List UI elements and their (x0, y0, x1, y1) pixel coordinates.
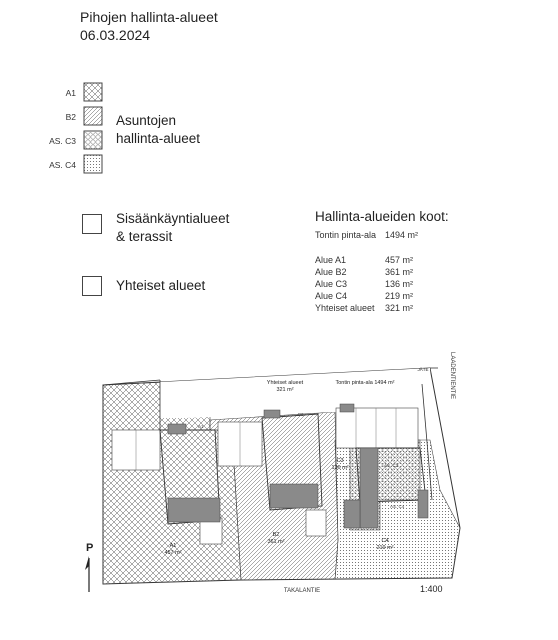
plan-plot-label: Tontin pinta-ala 1494 m² (335, 380, 395, 386)
plan-small-label: AS. C4 (390, 504, 405, 509)
size-row-value: 136 m² (385, 279, 414, 289)
street-east: LAADENTIENTIE (449, 352, 455, 400)
plot-area-value: 1494 m² (385, 230, 419, 240)
plot-area-label: Tontin pinta-ala (315, 230, 377, 240)
plan-area-a1-code: A1 (169, 543, 177, 549)
legend-group-line1: Asuntojen (116, 113, 177, 128)
north-label: P (86, 542, 94, 554)
plan-area-b2-value: 361 m² (267, 539, 285, 545)
size-row-name: Yhteiset alueet (315, 303, 375, 313)
page-title: Pihojen hallinta-alueet (80, 9, 218, 25)
sizes-title: Hallinta-alueiden koot: (315, 209, 449, 224)
legend-label-a1: A1 (65, 88, 76, 98)
size-row-name: Alue C4 (315, 291, 348, 301)
plan-small-label: B2 (298, 412, 304, 417)
street-south: TAKALANTIE (283, 588, 321, 594)
legend-label-c4: AS. C4 (49, 160, 76, 170)
legend-label-c3: AS. C3 (49, 136, 76, 146)
size-row-value: 457 m² (385, 255, 414, 265)
scale-label: 1:400 (420, 584, 443, 594)
plan-area-a1-value: 457 m² (164, 550, 182, 556)
plan-small-label: AS. C3 (384, 463, 399, 468)
plan-area-c4-value: 219 m² (376, 545, 394, 551)
size-row-value: 361 m² (385, 267, 414, 277)
north-arrow-icon (85, 556, 89, 592)
size-row-name: Alue A1 (315, 255, 347, 265)
entrance-line1: Sisäänkäyntialueet (116, 211, 230, 226)
plan-small-label: A1 (198, 424, 204, 429)
entrance-line2: & terassit (116, 229, 173, 244)
plan-common-label: Yhteiset alueet (266, 380, 304, 386)
page-date: 06.03.2024 (80, 27, 151, 43)
plan-area-c3-value: 136 m² (331, 465, 349, 471)
common-label: Yhteiset alueet (116, 278, 206, 293)
plan-area-c3-code: C3 (336, 458, 344, 464)
legend-group-line2: hallinta-alueet (116, 131, 201, 146)
size-row-name: Alue C3 (315, 279, 348, 289)
legend-label-b2: B2 (65, 112, 76, 122)
size-row-value: 219 m² (385, 291, 414, 301)
plan-area-c4-code: C4 (381, 538, 389, 544)
size-row-name: Alue B2 (315, 267, 347, 277)
plan-jate: JÄTE (417, 367, 429, 372)
plan-area-b2-code: B2 (272, 532, 280, 538)
size-row-value: 321 m² (385, 303, 414, 313)
plan-common-value: 321 m² (276, 387, 294, 393)
